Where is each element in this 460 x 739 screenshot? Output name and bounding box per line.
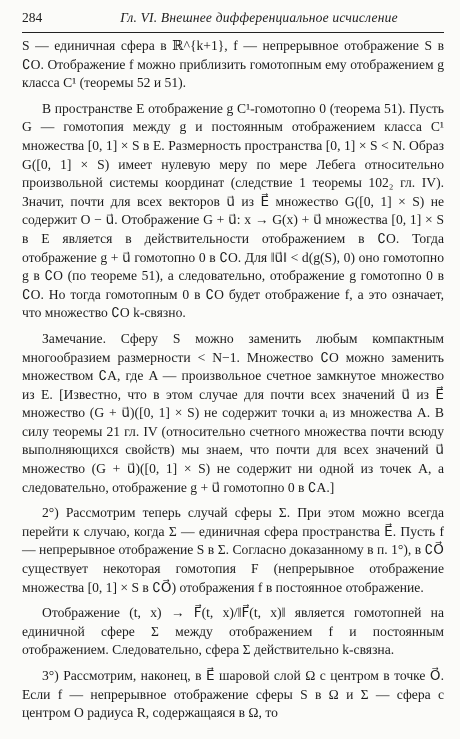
page-number: 284 [22,10,43,25]
paragraph: 3°) Рассмотрим, наконец, в E⃗ шаровой слой Ω с центром в точке O⃗. Если f — непрерывное отображение сферы S в Ω и Σ — сфера с центром O радиуса R, содержащаяся в Ω, то [22,668,444,721]
body-text [22,37,444,723]
running-head: Гл. VI. Внешнее дифференциальное исчисление [120,10,398,25]
paragraph: Отображение (t, x) → F⃗(t, x)/‖F⃗(t, x)‖ является гомотопней на единичной сфере Σ между отображением f и постоянным отображением. Следовательно, сфера Σ действительно k-связна. [22,605,444,658]
paragraph: В пространстве E отображение g C¹-гомотопно 0 (теорема 51). Пусть G — гомотопия между g и постоянным отображением класса C¹ множества [0, 1] × S в E. Размерность пространства [0, 1] × S < N. Образ G([0, 1] × S) имеет нулевую меру по мере Лебега относительно произвольной системы координат (следствие 1 теоремы 102₂ гл. IV). Значит, почти для всех векторов u⃗ из E⃗ множество G([0, 1] × S) не содержит O − u⃗. Отображение G + u⃗: x → G(x) + u⃗ множества [0, 1] × S в E является в действительности отображением в ∁O. Тогда отображение g + u⃗ гомотопно 0 в ∁O. Для ‖u⃗‖ < d(g(S), 0) оно гомотопно g в ∁O (по теореме 51), а следовательно, отображение g гомотопно 0 в ∁O. Но тогда гомотопным 0 в ∁O будет отображение f, а это означает, что множество ∁O k-связно. [22,100,444,321]
remark-paragraph: Замечание. Сферу S можно заменить любым компактным многообразием размерности < N−1. Множество ∁O можно заменить множеством ∁A, где A — произвольное счетное замкнутое множество из E. [Известно, что в этом случае для почти всех значений u⃗ из E⃗ множество (G + u⃗)([0, 1] × S) не содержит точки aᵢ из множества A. В силу теоремы 21 гл. IV (относительно счетного множества почти всюду выполняющихся свойств) мы знаем, что почти для всех значений u⃗ множество (G + u⃗)([0, 1] × S) не содержит ни одной из точек A, а следовательно, отображение g + u⃗ гомотопно 0 в ∁A.] [22,330,444,495]
page-header [22,10,444,32]
header-rule [22,32,444,33]
paragraph: S — единичная сфера в ℝ^{k+1}, f — непрерывное отображение S в ∁O. Отображение f можно приблизить гомотопным ему отображением g класса C¹ (теоремы 52 и 51). [22,38,444,91]
paragraph: 2°) Рассмотрим теперь случай сферы Σ. При этом можно всегда перейти к случаю, когда Σ — единичная сфера пространства E⃗. Пусть f — непрерывное отображение S в Σ. Согласно доказанному в п. 1°), в ∁O⃗ существует некоторая гомотопия F (непрерывное отображение множества [0, 1] × S в ∁O⃗) отображения f в постоянное отображение. [22,505,444,595]
